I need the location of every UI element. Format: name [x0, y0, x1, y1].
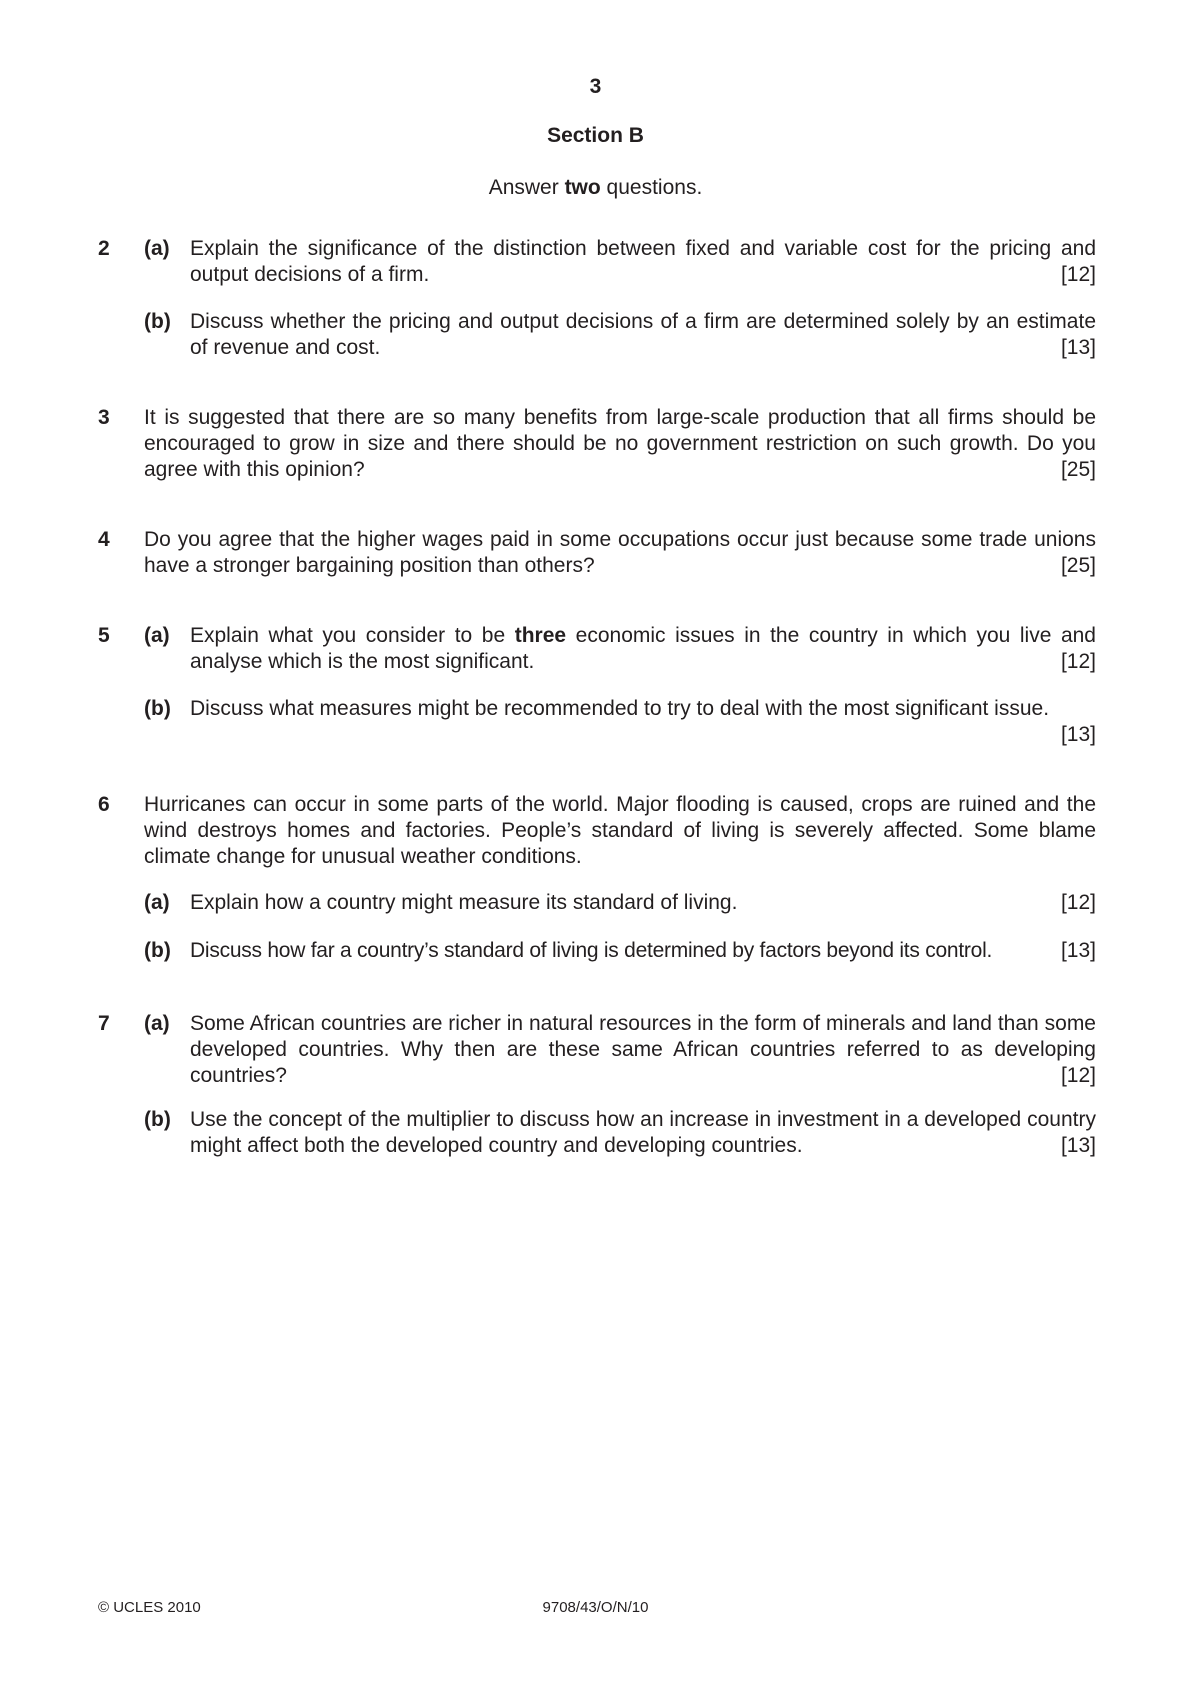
section-title: Section B	[547, 124, 644, 147]
instruction-emphasis: two	[564, 176, 601, 199]
part-label: (b)	[144, 310, 171, 333]
part-label: (b)	[144, 939, 171, 962]
question-text: Explain how a country might measure its standard of living.	[190, 891, 738, 914]
question-number: 5	[98, 624, 110, 647]
question-number: 3	[98, 406, 110, 429]
question-text: Some African countries are richer in natural resources in the form of minerals and land than some developed countries. Why then are these same African countries referred to as developing countries?	[190, 1012, 1096, 1087]
page-number: 3	[589, 75, 602, 98]
part-label: (a)	[144, 891, 170, 914]
marks: [13]	[1060, 1134, 1096, 1157]
marks: [12]	[1060, 1064, 1096, 1087]
marks: [13]	[1060, 723, 1096, 746]
marks: [25]	[1060, 458, 1096, 481]
part-label: (a)	[144, 237, 170, 260]
question-number: 7	[98, 1012, 110, 1035]
marks: [13]	[1060, 336, 1096, 359]
question-text: It is suggested that there are so many benefits from large-scale production that all firms should be encouraged to grow in size and there should be no government restriction on such growth. Do you agree with this opinion?	[144, 406, 1096, 481]
instruction: Answer two questions.	[488, 176, 703, 199]
question-number: 2	[98, 237, 110, 260]
part-label: (b)	[144, 697, 171, 720]
marks: [12]	[1060, 650, 1096, 673]
part-label: (a)	[144, 1012, 170, 1035]
part-label: (a)	[144, 624, 170, 647]
question-number: 4	[98, 528, 110, 551]
footer-copyright: © UCLES 2010	[98, 1599, 201, 1616]
question-text: Use the concept of the multiplier to discuss how an increase in investment in a developed country might affect both the developed country and developing countries.	[190, 1108, 1096, 1157]
question-text: Discuss whether the pricing and output decisions of a firm are determined solely by an estimate of revenue and cost.	[190, 310, 1096, 359]
question-intro: Hurricanes can occur in some parts of the world. Major flooding is caused, crops are ruined and the wind destroys homes and factories. People’s standard of living is severely affected. Some blame climate change for unusual weather conditions.	[144, 793, 1096, 868]
marks: [25]	[1060, 554, 1096, 577]
question-text: Do you agree that the higher wages paid in some occupations occur just because some trade unions have a stronger bargaining position than others?	[144, 528, 1096, 577]
marks: [12]	[1060, 263, 1096, 286]
marks: [13]	[1060, 939, 1096, 962]
footer-code: 9708/43/O/N/10	[542, 1599, 649, 1616]
marks: [12]	[1060, 891, 1096, 914]
emphasis: three	[514, 624, 567, 647]
question-number: 6	[98, 793, 110, 816]
question-text: Explain the significance of the distinction between fixed and variable cost for the pricing and output decisions of a firm.	[190, 237, 1096, 286]
question-text: Discuss what measures might be recommended to try to deal with the most significant issue.	[190, 697, 1050, 720]
question-text: Explain what you consider to be three economic issues in the country in which you live and analyse which is the most significant.	[190, 624, 1096, 673]
part-label: (b)	[144, 1108, 171, 1131]
question-text: Discuss how far a country’s standard of living is determined by factors beyond its control.	[190, 939, 993, 962]
